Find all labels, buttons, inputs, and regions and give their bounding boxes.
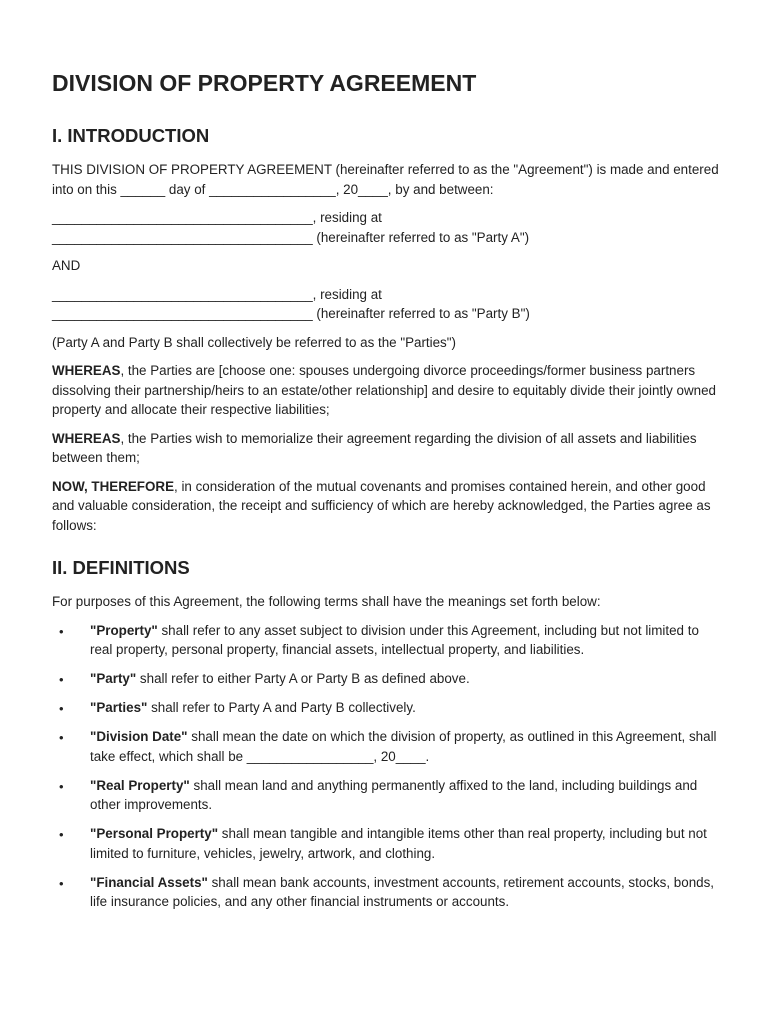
whereas-text-1: , the Parties are [choose one: spouses undergoing divorce proceedings/former business partners dissolving their partnership/heirs to an estate/other relationship] and desire to equitably divide their jointly owned property and allocate their respective liabilities; — [52, 363, 716, 417]
now-therefore-paragraph — [52, 477, 722, 536]
definition-term: "Party" — [90, 671, 137, 686]
whereas-paragraph-2 — [52, 429, 722, 468]
definition-term: "Division Date" — [90, 729, 188, 744]
document-title: DIVISION OF PROPERTY AGREEMENT — [52, 70, 477, 96]
bullet-icon: • — [59, 875, 64, 891]
whereas-text-2: , the Parties wish to memorialize their agreement regarding the division of all assets and liabilities between them; — [52, 430, 697, 465]
whereas-paragraph-1 — [52, 361, 722, 420]
party-a-block — [52, 208, 722, 247]
definition-item — [52, 824, 722, 863]
definition-text: shall refer to either Party A or Party B as defined above. — [136, 671, 470, 686]
whereas-lead-1: WHEREAS — [52, 363, 121, 378]
definition-text: shall refer to Party A and Party B collectively. — [147, 700, 416, 715]
definition-term: "Personal Property" — [90, 826, 219, 841]
and-separator: AND — [52, 258, 81, 273]
definitions-lead: For purposes of this Agreement, the following terms shall have the meanings set forth below: — [52, 594, 601, 609]
bullet-icon: • — [59, 701, 64, 716]
party-b-line-1: ___________________________________, residing at — [52, 286, 382, 302]
section-heading-definitions: II. DEFINITIONS — [52, 557, 190, 578]
definition-item — [52, 873, 722, 912]
party-b-line-2: ___________________________________ (hereinafter referred to as "Party B") — [52, 306, 530, 321]
definition-text: shall mean bank accounts, investment accounts, retirement accounts, stocks, bonds, life insurance policies, and any other financial instruments or accounts. — [90, 874, 715, 909]
definition-term: "Financial Assets" — [90, 874, 208, 890]
definition-item — [52, 669, 722, 689]
party-a-line-1: ___________________________________, residing at — [52, 210, 382, 225]
bullet-icon: • — [59, 672, 64, 687]
now-therefore-lead: NOW, THEREFORE — [52, 478, 175, 494]
bullet-icon: • — [59, 778, 64, 794]
collective-note: (Party A and Party B shall collectively be referred to as the "Parties") — [52, 334, 456, 350]
bullet-icon: • — [59, 827, 64, 842]
definition-term: "Parties" — [90, 700, 148, 715]
definition-item — [52, 698, 722, 718]
definition-text: shall mean land and anything permanently affixed to the land, including buildings and other improvements. — [90, 777, 698, 812]
definition-text: shall mean the date on which the division of property, as outlined in this Agreement, shall take effect, which shall be _________________, 20____. — [90, 729, 717, 764]
definition-item — [52, 776, 722, 815]
document-page — [52, 70, 722, 921]
section-heading-introduction: I. INTRODUCTION — [52, 125, 210, 146]
definition-item — [52, 727, 722, 766]
party-b-block — [52, 285, 722, 324]
bullet-icon: • — [59, 623, 64, 639]
party-a-line-2: ___________________________________ (hereinafter referred to as "Party A") — [52, 229, 530, 245]
definition-term: "Real Property" — [90, 777, 190, 793]
definition-text: shall mean tangible and intangible items other than real property, including but not limited to furniture, vehicles, jewelry, artwork, and clothing. — [90, 826, 707, 861]
whereas-lead-2: WHEREAS — [52, 430, 121, 446]
definition-text: shall refer to any asset subject to division under this Agreement, including but not limited to real property, personal property, financial assets, intellectual property, and liabilities. — [90, 622, 699, 657]
now-therefore-text: , in consideration of the mutual covenants and promises contained herein, and other good and valuable consideration, the receipt and sufficiency of which are hereby acknowledged, the Parties agree as follows: — [52, 478, 711, 533]
definitions-list — [52, 621, 722, 912]
definition-term: "Property" — [90, 622, 158, 638]
bullet-icon: • — [59, 730, 64, 745]
definition-item — [52, 621, 722, 660]
opening-paragraph: THIS DIVISION OF PROPERTY AGREEMENT (hereinafter referred to as the "Agreement") is made and entered into on this ______ day of _________________, 20____, by and between: — [52, 162, 719, 197]
